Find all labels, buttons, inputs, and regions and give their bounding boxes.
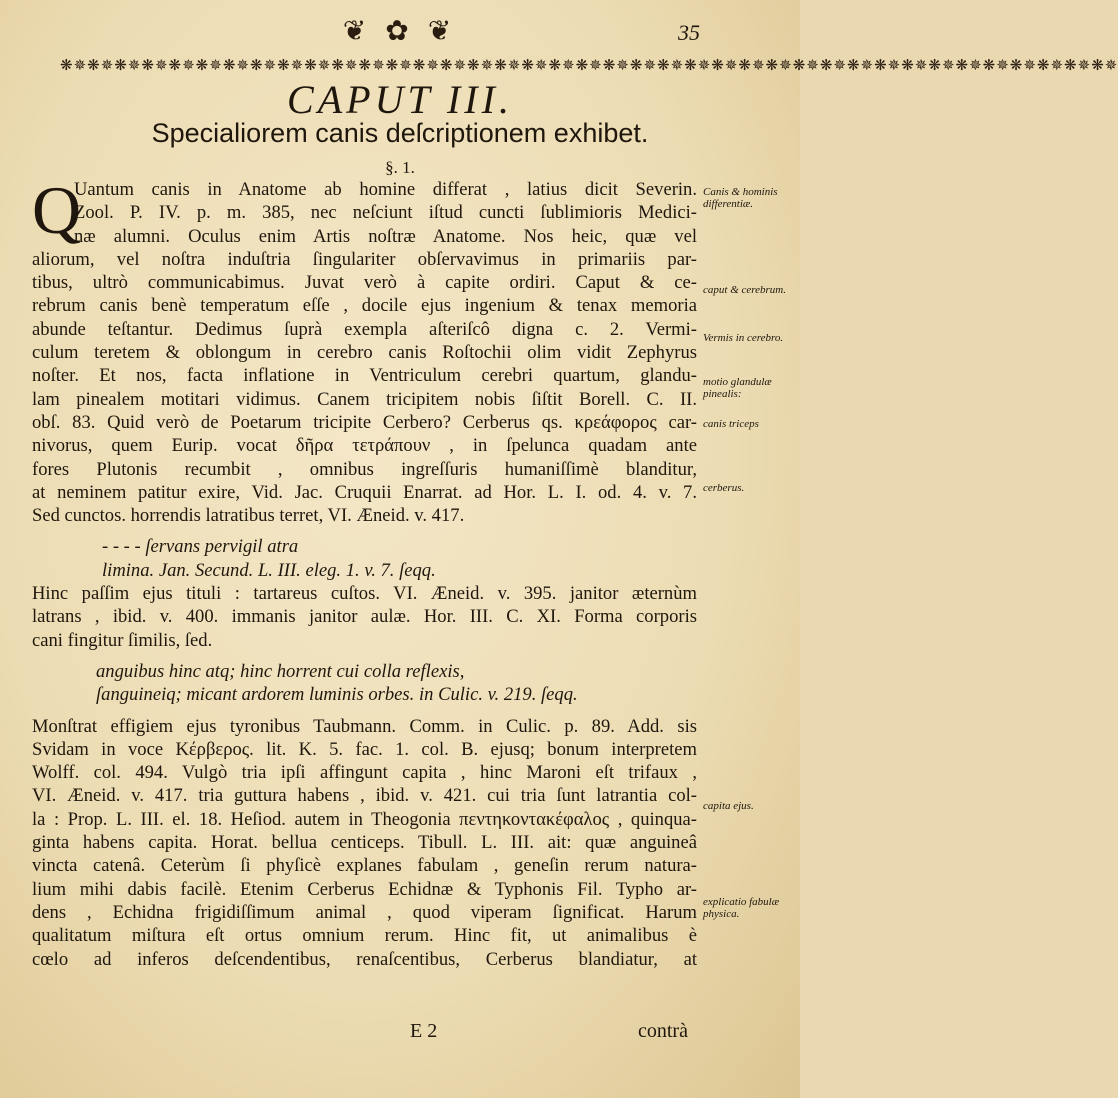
catchword: contrà — [638, 1020, 688, 1042]
margin-note: capita ejus. — [703, 800, 754, 812]
chapter-subtitle: Specialiorem canis deſcriptionem exhibet. — [151, 118, 649, 148]
text-line: cani fingitur ſimilis, ſed. — [32, 629, 213, 651]
ornamental-rule: ❋✵❋✵❋✵❋✵❋✵❋✵❋✵❋✵❋✵❋✵❋✵❋✵❋✵❋✵❋✵❋✵❋✵❋✵❋✵❋✵❋✵❋✵❋✵❋✵❋✵❋✵❋✵❋✵❋✵❋✵❋✵❋✵❋✵❋✵❋✵❋✵❋✵❋✵❋✵ — [60, 58, 1118, 74]
text-line: Svidam in voce Κέρβερος. lit. K. 5. fac. 1. col. B. ejusq; bonum interpretem — [32, 738, 697, 760]
text-line: obſ. 83. Quid verò de Poetarum tricipite Cerbero? Cerberus qs. κρεάφορος car- — [32, 411, 697, 433]
text-line: cœlo ad inferos deſcendentibus, renaſcentibus, Cerberus blandiatur, at — [32, 948, 697, 970]
text-line: VI. Æneid. v. 417. tria guttura habens , ibid. v. 421. cui tria ſunt latrantia col- — [32, 785, 697, 807]
text-line: at neminem patitur exire, Vid. Jac. Cruquii Enarrat. ad Hor. L. I. od. 4. v. 7. — [32, 481, 697, 503]
verse-line: - - - - ſervans pervigil atra — [102, 536, 299, 558]
text-line: lium mihi dabis facilè. Etenim Cerberus Echidnæ & Typhonis Fil. Typho ar- — [32, 878, 697, 900]
text-line: rebrum canis benè temperatum eſſe , docile ejus ingenium & tenax memoria — [32, 295, 697, 317]
text-line: fores Plutonis recumbit , omnibus ingreſſuris humaniſſimè blanditur, — [32, 458, 697, 480]
verse-line: limina. Jan. Secund. L. III. eleg. 1. v. 7. ſeqq. — [102, 559, 436, 581]
verse-line: anguibus hinc atq; hinc horrent cui colla reflexis, — [96, 660, 465, 682]
body-text — [32, 172, 697, 971]
text-line: qualitatum miſtura eſt ortus omnium rerum. Hinc fit, ut animalibus è — [32, 925, 697, 947]
text-line: noſter. Et nos, facta inflatione in Ventriculum cerebri quartum, glandu- — [32, 365, 697, 387]
text-line: abunde teſtantur. Dedimus ſuprà exempla aſteriſcô digna c. 2. Vermi- — [32, 318, 697, 340]
text-line: dens , Echidna frigidiſſimum animal , quod viperam ſignificat. Harum — [32, 901, 697, 923]
text-line: Zool. P. IV. p. m. 385, nec neſciunt iſtud cuncti ſublimioris Medici- — [74, 202, 697, 224]
margin-note: canis triceps — [703, 418, 759, 430]
text-line: næ alumni. Oculus enim Artis noſtræ Anatome. Nos heic, quæ vel — [74, 225, 697, 247]
verse-line: ſanguineiq; micant ardorem luminis orbes. in Culic. v. 219. ſeqq. — [96, 684, 578, 706]
text-line: Wolff. col. 494. Vulgò tria ipſi affingunt capita , hinc Maroni eſt trifaux , — [32, 762, 697, 784]
header-ornament: ❦ ✿ ❦ — [342, 16, 458, 47]
text-line: Sed cunctos. horrendis latratibus terret, VI. Æneid. v. 417. — [32, 505, 465, 527]
text-line: lam pinealem motitari vidimus. Canem tricipitem nobis ſiſtit Borell. C. II. — [32, 388, 697, 410]
margin-note: Canis & hominis differentiæ. — [703, 186, 778, 210]
margin-note: Vermis in cerebro. — [703, 332, 784, 344]
text-line: vincta catenâ. Ceterùm ſi phyſicè explanes fabulam , geneſin rerum natura- — [32, 855, 697, 877]
margin-note: motio glandulæ pinealis: — [703, 376, 772, 400]
text-line: aliorum, vel noſtra induſtria ſingulariter obſervavimus in primariis par- — [32, 248, 697, 270]
text-line: tibus, ultrò communicabimus. Juvat verò à capite ordiri. Caput & ce- — [32, 272, 697, 294]
text-line: Monſtrat effigiem ejus tyronibus Taubmann. Comm. in Culic. p. 89. Add. sis — [32, 715, 697, 737]
drop-capital: Q — [32, 172, 82, 248]
margin-note: caput & cerebrum. — [703, 284, 786, 296]
signature-mark: E 2 — [410, 1020, 438, 1042]
text-line: ginta habens capita. Horat. bellua centiceps. Tibull. L. III. ait: quæ anguineâ — [32, 832, 697, 854]
text-line: Uantum canis in Anatome ab homine differat , latius dicit Severin. — [74, 179, 697, 200]
margin-note: cerberus. — [703, 482, 745, 494]
text-line: la : Prop. L. III. el. 18. Heſiod. autem in Theogonia πεντηκοντακέφαλος , quinqua- — [32, 808, 697, 830]
text-line: Hinc paſſim ejus tituli : tartareus cuſtos. VI. Æneid. v. 395. janitor æternùm — [32, 583, 697, 605]
text-line: nivorus, quem Eurip. vocat δῆρα τετράπουν , in ſpelunca quadam ante — [32, 435, 697, 457]
text-line: latrans , ibid. v. 400. immanis janitor aulæ. Hor. III. C. XI. Forma corporis — [32, 606, 697, 628]
margin-note: explicatio fabulæ physica. — [703, 896, 780, 920]
page-number: 35 — [678, 20, 700, 45]
chapter-title: CAPUT III. — [287, 77, 513, 122]
section-number: §. 1. — [385, 158, 415, 177]
text-line: culum teretem & oblongum in cerebro canis Roſtochii olim vidit Zephyrus — [32, 342, 697, 364]
